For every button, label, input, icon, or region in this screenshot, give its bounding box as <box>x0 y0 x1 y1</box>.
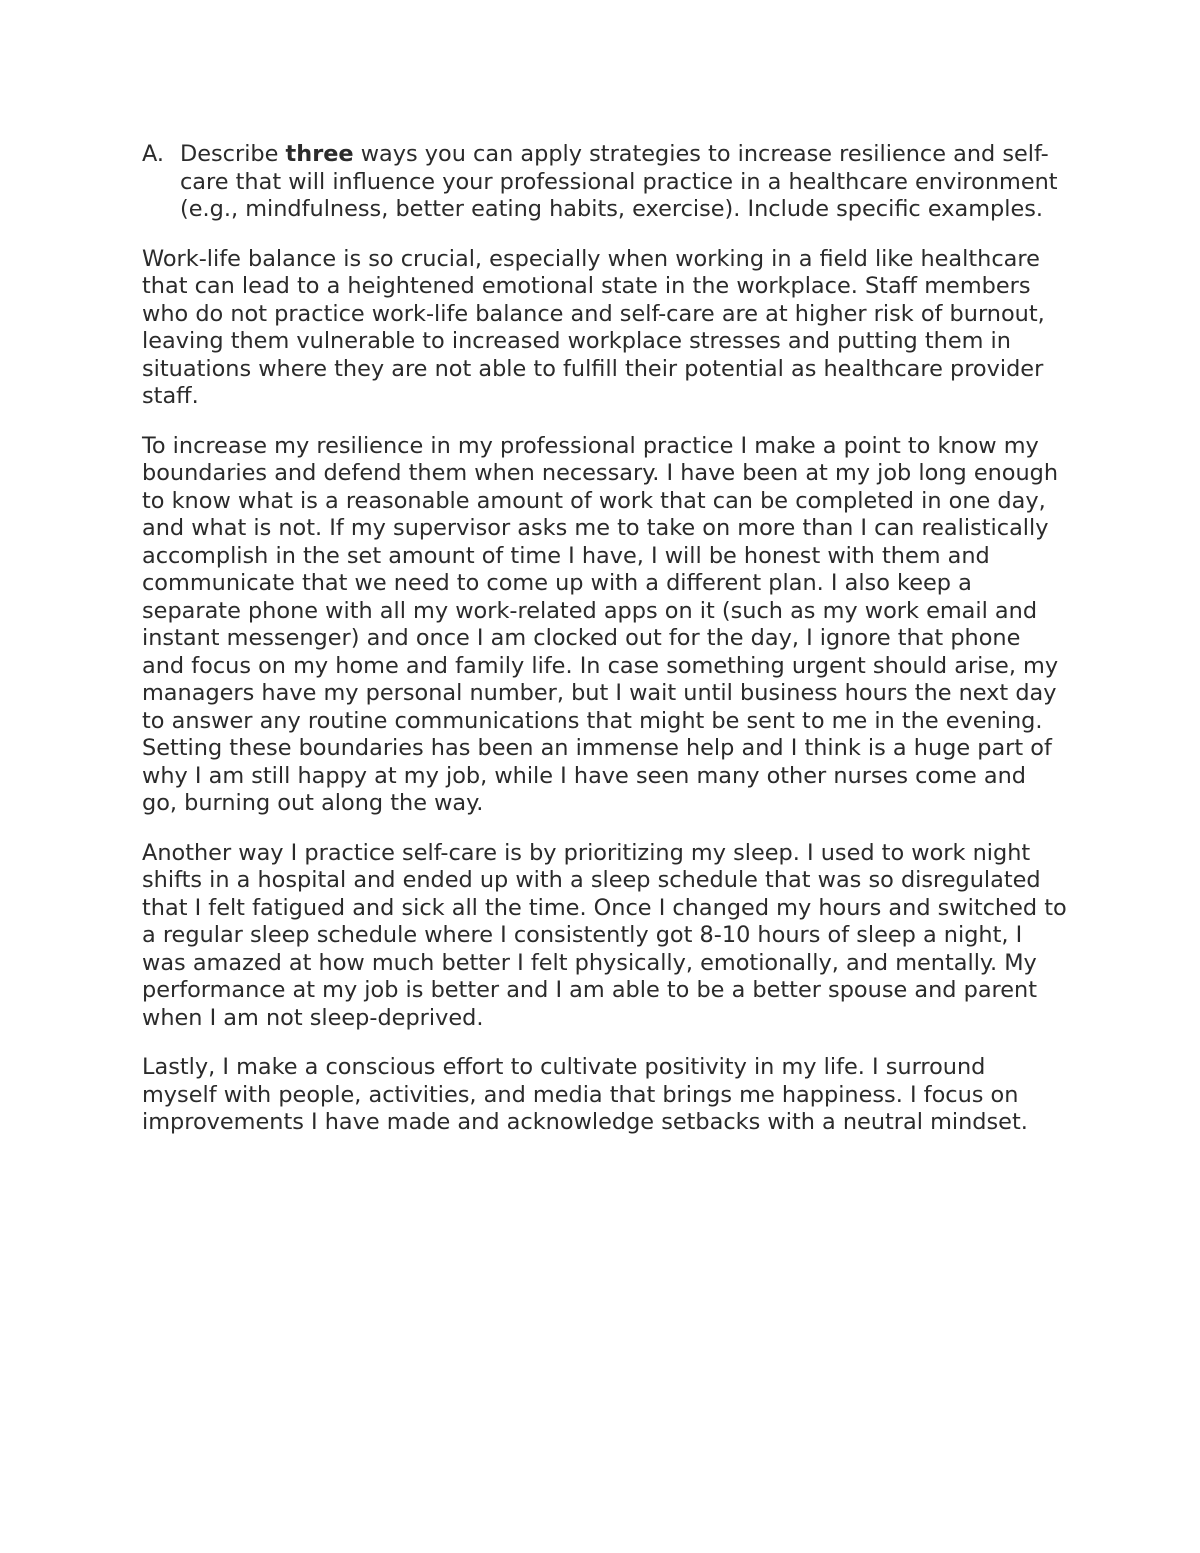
question-emphasis: three <box>285 141 354 167</box>
question-item <box>142 141 1067 224</box>
paragraph-sleep: Another way I practice self-care is by prioritizing my sleep. I used to work night shifts in a hospital and ended up with a sleep schedule that was so disregulated that I felt fatigued and sick all the time. Once I changed my hours and switched to a regular sleep schedule where I consistently got 8-10 hours of sleep a night, I was amazed at how much better I felt physically, emotionally, and mentally. My performance at my job is better and I am able to be a better spouse and parent when I am not sleep-deprived. <box>142 839 1067 1031</box>
list-marker: A. <box>142 141 165 167</box>
document-body <box>142 141 1067 1159</box>
question-text-rest: ways you can apply strategies to increase resilience and self-care that will influence your professional practice in a healthcare environment (e.g., mindfulness, better eating habits, exercise). Include specific examples. <box>180 141 1058 222</box>
paragraph-boundaries: To increase my resilience in my professional practice I make a point to know my boundaries and defend them when necessary. I have been at my job long enough to know what is a reasonable amount of work that can be completed in one day, and what is not. If my supervisor asks me to take on more than I can realistically accomplish in the set amount of time I have, I will be honest with them and communicate that we need to come up with a different plan. I also keep a separate phone with all my work-related apps on it (such as my work email and instant messenger) and once I am clocked out for the day, I ignore that phone and focus on my home and family life. In case something urgent should arise, my managers have my personal number, but I wait until business hours the next day to answer any routine communications that might be sent to me in the evening. Setting these boundaries has been an immense help and I think is a huge part of why I am still happy at my job, while I have seen many other nurses come and go, burning out along the way. <box>142 432 1059 816</box>
paragraph-positivity: Lastly, I make a conscious effort to cultivate positivity in my life. I surround myself with people, activities, and media that brings me happiness. I focus on improvements I have made and acknowledge setbacks with a neutral mindset. <box>142 1054 1028 1135</box>
paragraph-work-life-balance: Work-life balance is so crucial, especially when working in a field like healthcare that can lead to a heightened emotional state in the workplace. Staff members who do not practice work-life balance and self-care are at higher risk of burnout, leaving them vulnerable to increased workplace stresses and putting them in situations where they are not able to fulfill their potential as healthcare provider staff. <box>142 245 1045 409</box>
question-text-start: Describe <box>180 141 279 167</box>
